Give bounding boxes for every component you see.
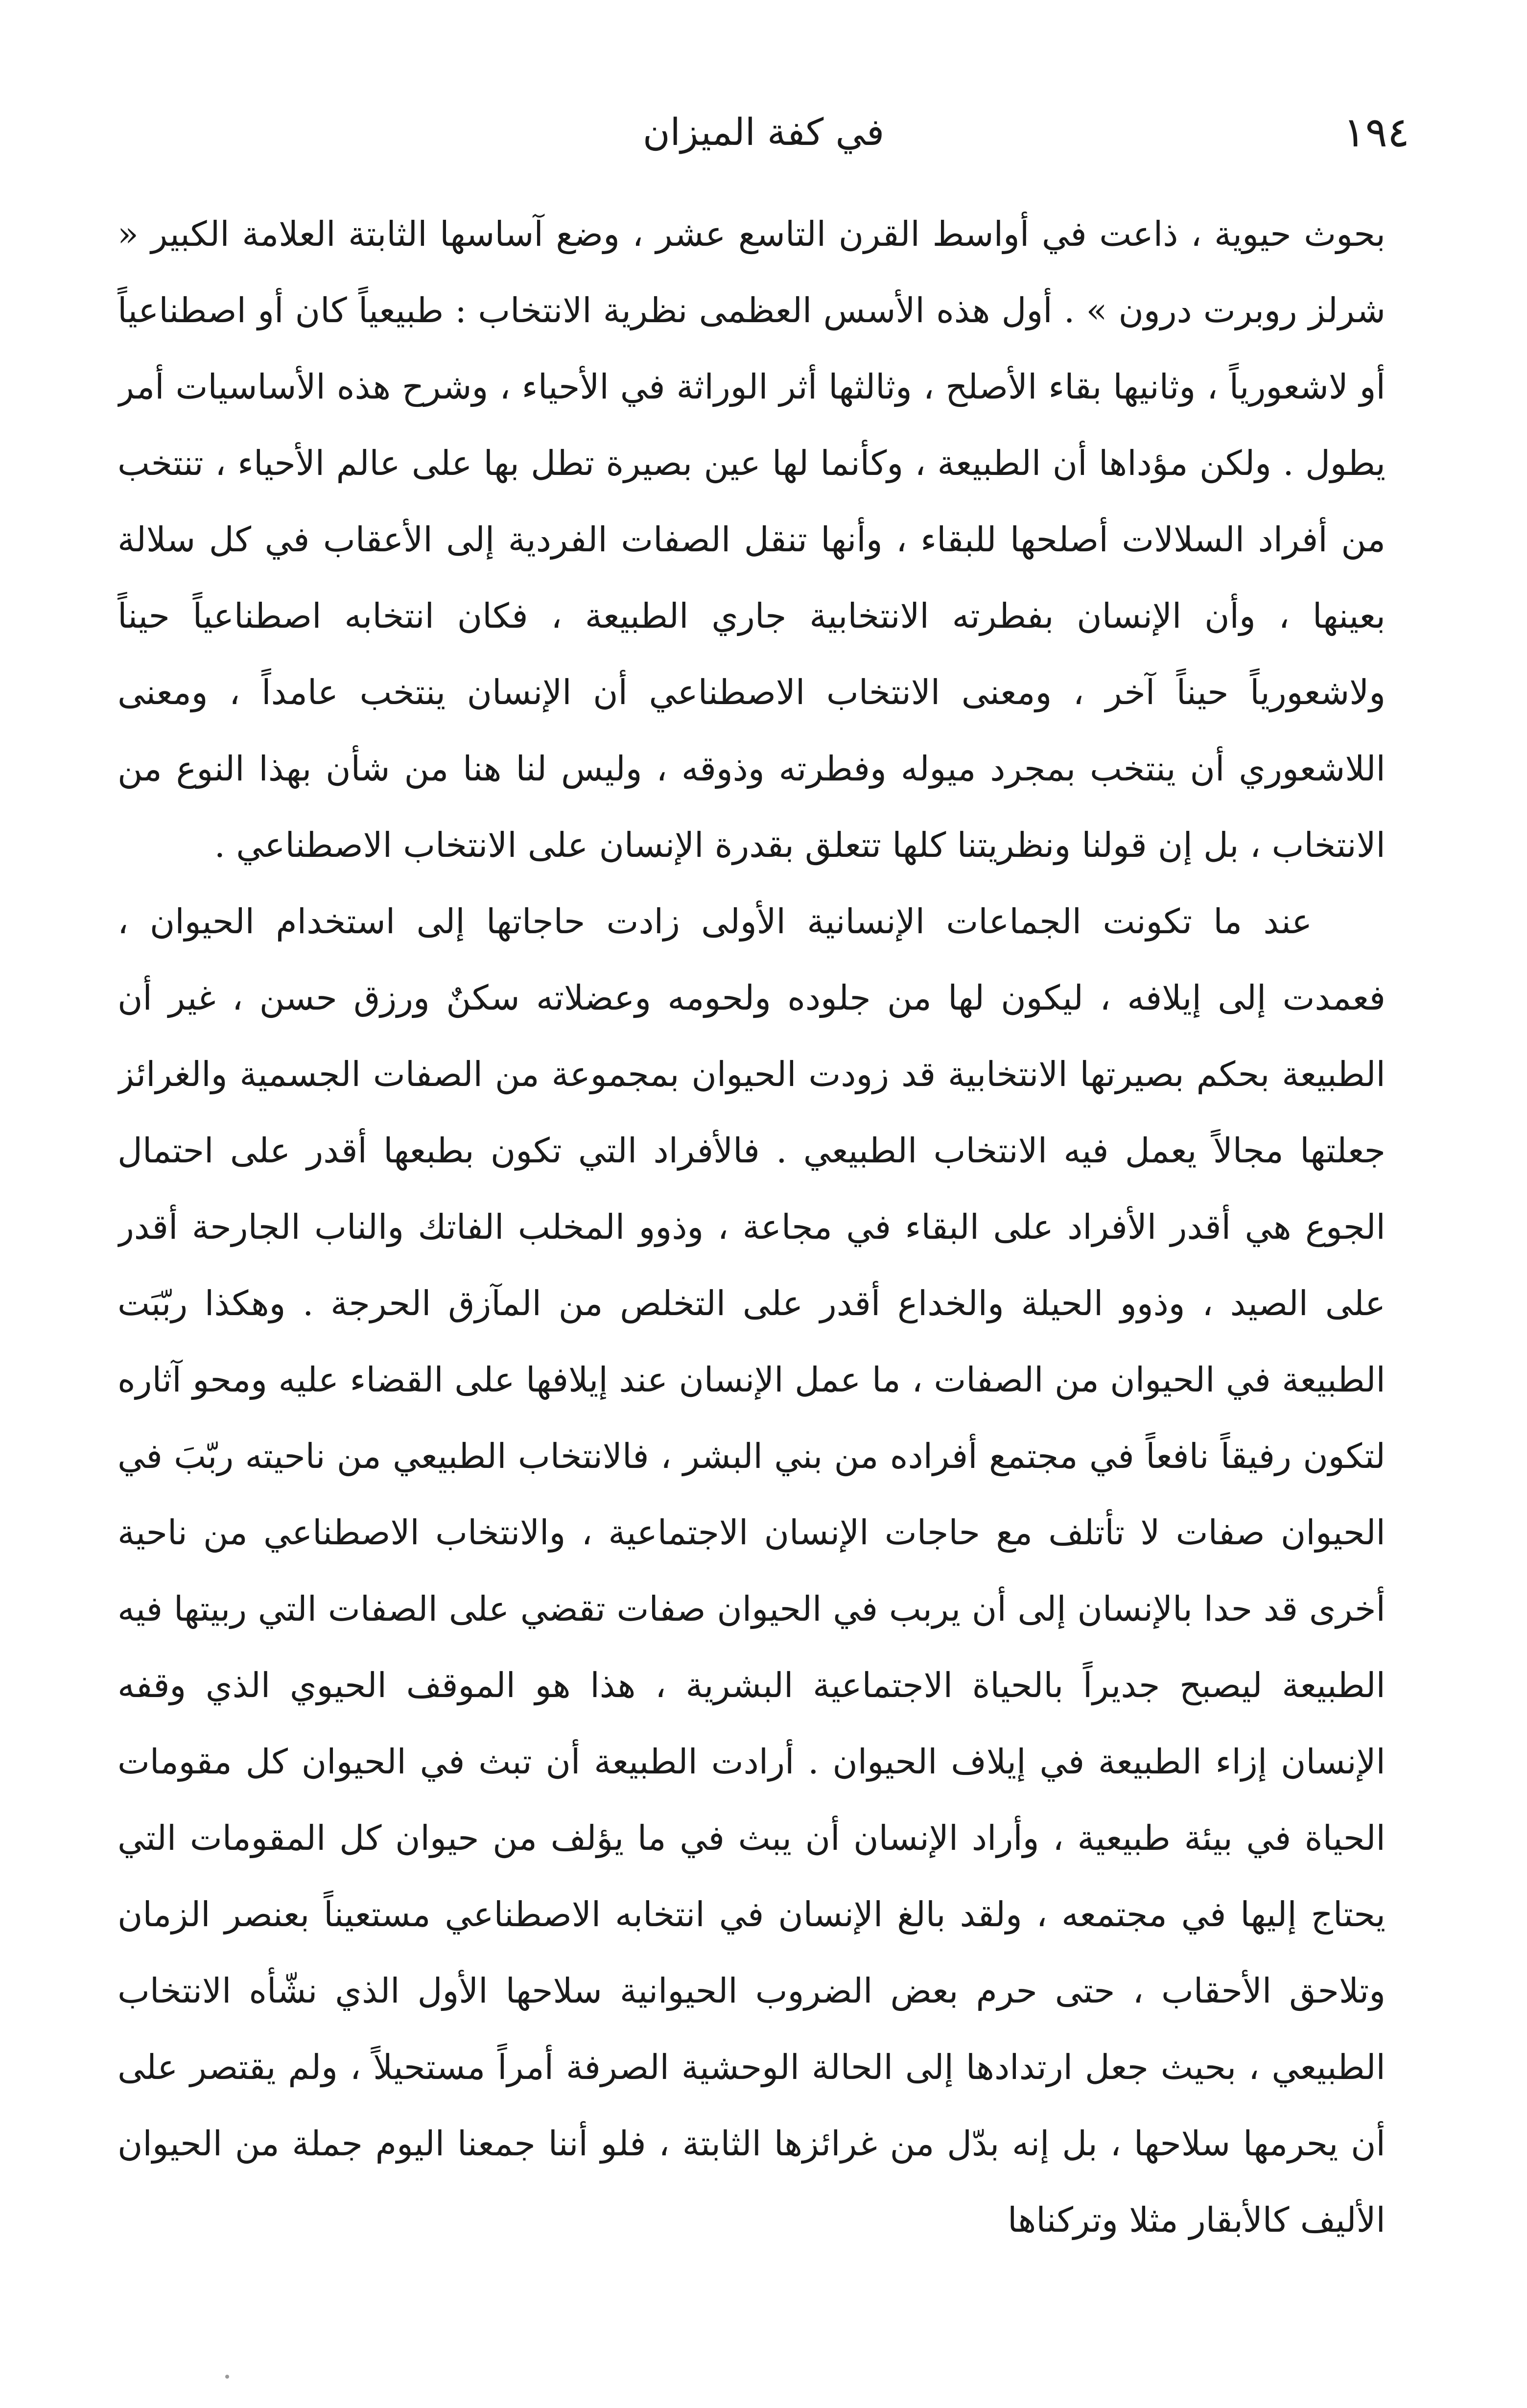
page-speck: [225, 2375, 229, 2379]
paragraph: بحوث حيوية ، ذاعت في أواسط القرن التاسع عشر ، وضع آساسها الثابتة العلامة الكبير « شرلز روبرت درون » . أول هذه الأسس العظمى نظرية الانتخاب : طبيعياً كان أو اصطناعياً أو لاشعورياً ، وثانيها بقاء الأصلح ، وثالثها أثر الوراثة في الأحياء ، وشرح هذه الأساسيات أمر يطول . ولكن مؤداها أن الطبيعة ، وكأنما لها عين بصيرة تطل بها على عالم الأحياء ، تنتخب من أفراد السلالات أصلحها للبقاء ، وأنها تنقل الصفات الفردية إلى الأعقاب في كل سلالة بعينها ، وأن الإنسان بفطرته الانتخابية جاري الطبيعة ، فكان انتخابه اصطناعياً حيناً ولاشعورياً حيناً آخر ، ومعنى الانتخاب الاصطناعي أن الإنسان ينتخب عامداً ، ومعنى اللاشعوري أن ينتخب بمجرد ميوله وفطرته وذوقه ، وليس لنا هنا من شأن بهذا النوع من الانتخاب ، بل إن قولنا ونظريتنا كلها تتعلق بقدرة الإنسان على الانتخاب الاصطناعي .: [117, 214, 1386, 865]
page-body: [117, 196, 1386, 2340]
running-title: في كفة الميزان: [642, 110, 885, 154]
paragraph: عند ما تكونت الجماعات الإنسانية الأولى زادت حاجاتها إلى استخدام الحيوان ، فعمدت إلى إيلافه ، ليكون لها من جلوده ولحومه وعضلاته سكنٌ ورزق حسن ، غير أن الطبيعة بحكم بصيرتها الانتخابية قد زودت الحيوان بمجموعة من الصفات الجسمية والغرائز جعلتها مجالاً يعمل فيه الانتخاب الطبيعي . فالأفراد التي تكون بطبعها أقدر على احتمال الجوع هي أقدر الأفراد على البقاء في مجاعة ، وذوو المخلب الفاتك والناب الجارحة أقدر على الصيد ، وذوو الحيلة والخداع أقدر على التخلص من المآزق الحرجة . وهكذا ربّبَت الطبيعة في الحيوان من الصفات ، ما عمل الإنسان عند إيلافها على القضاء عليه ومحو آثاره لتكون رفيقاً نافعاً في مجتمع أفراده من بني البشر ، فالانتخاب الطبيعي من ناحيته ربّبَ في الحيوان صفات لا تأتلف مع حاجات الإنسان الاجتماعية ، والانتخاب الاصطناعي من ناحية أخرى قد حدا بالإنسان إلى أن يربب في الحيوان صفات تقضي على الصفات التي ربيتها فيه الطبيعة ليصبح جديراً بالحياة الاجتماعية البشرية ، هذا هو الموقف الحيوي الذي وقفه الإنسان إزاء الطبيعة في إيلاف الحيوان . أرادت الطبيعة أن تبث في الحيوان كل مقومات الحياة في بيئة طبيعية ، وأراد الإنسان أن يبث في ما يؤلف من حيوان كل المقومات التي يحتاج إليها في مجتمعه ، ولقد بالغ الإنسان في انتخابه الاصطناعي مستعيناً بعنصر الزمان وتلاحق الأحقاب ، حتى حرم بعض الضروب الحيوانية سلاحها الأول الذي نشّأه الانتخاب الطبيعي ، بحيث جعل ارتدادها إلى الحالة الوحشية الصرفة أمراً مستحيلاً ، ولم يقتصر على أن يحرمها سلاحها ، بل إنه بدّل من غرائزها الثابتة ، فلو أننا جمعنا اليوم جملة من الحيوان الأليف كالأبقار مثلا وتركناها: [117, 901, 1386, 2240]
page-header: [117, 105, 1410, 159]
page-number: ١٩٤: [1343, 108, 1410, 156]
